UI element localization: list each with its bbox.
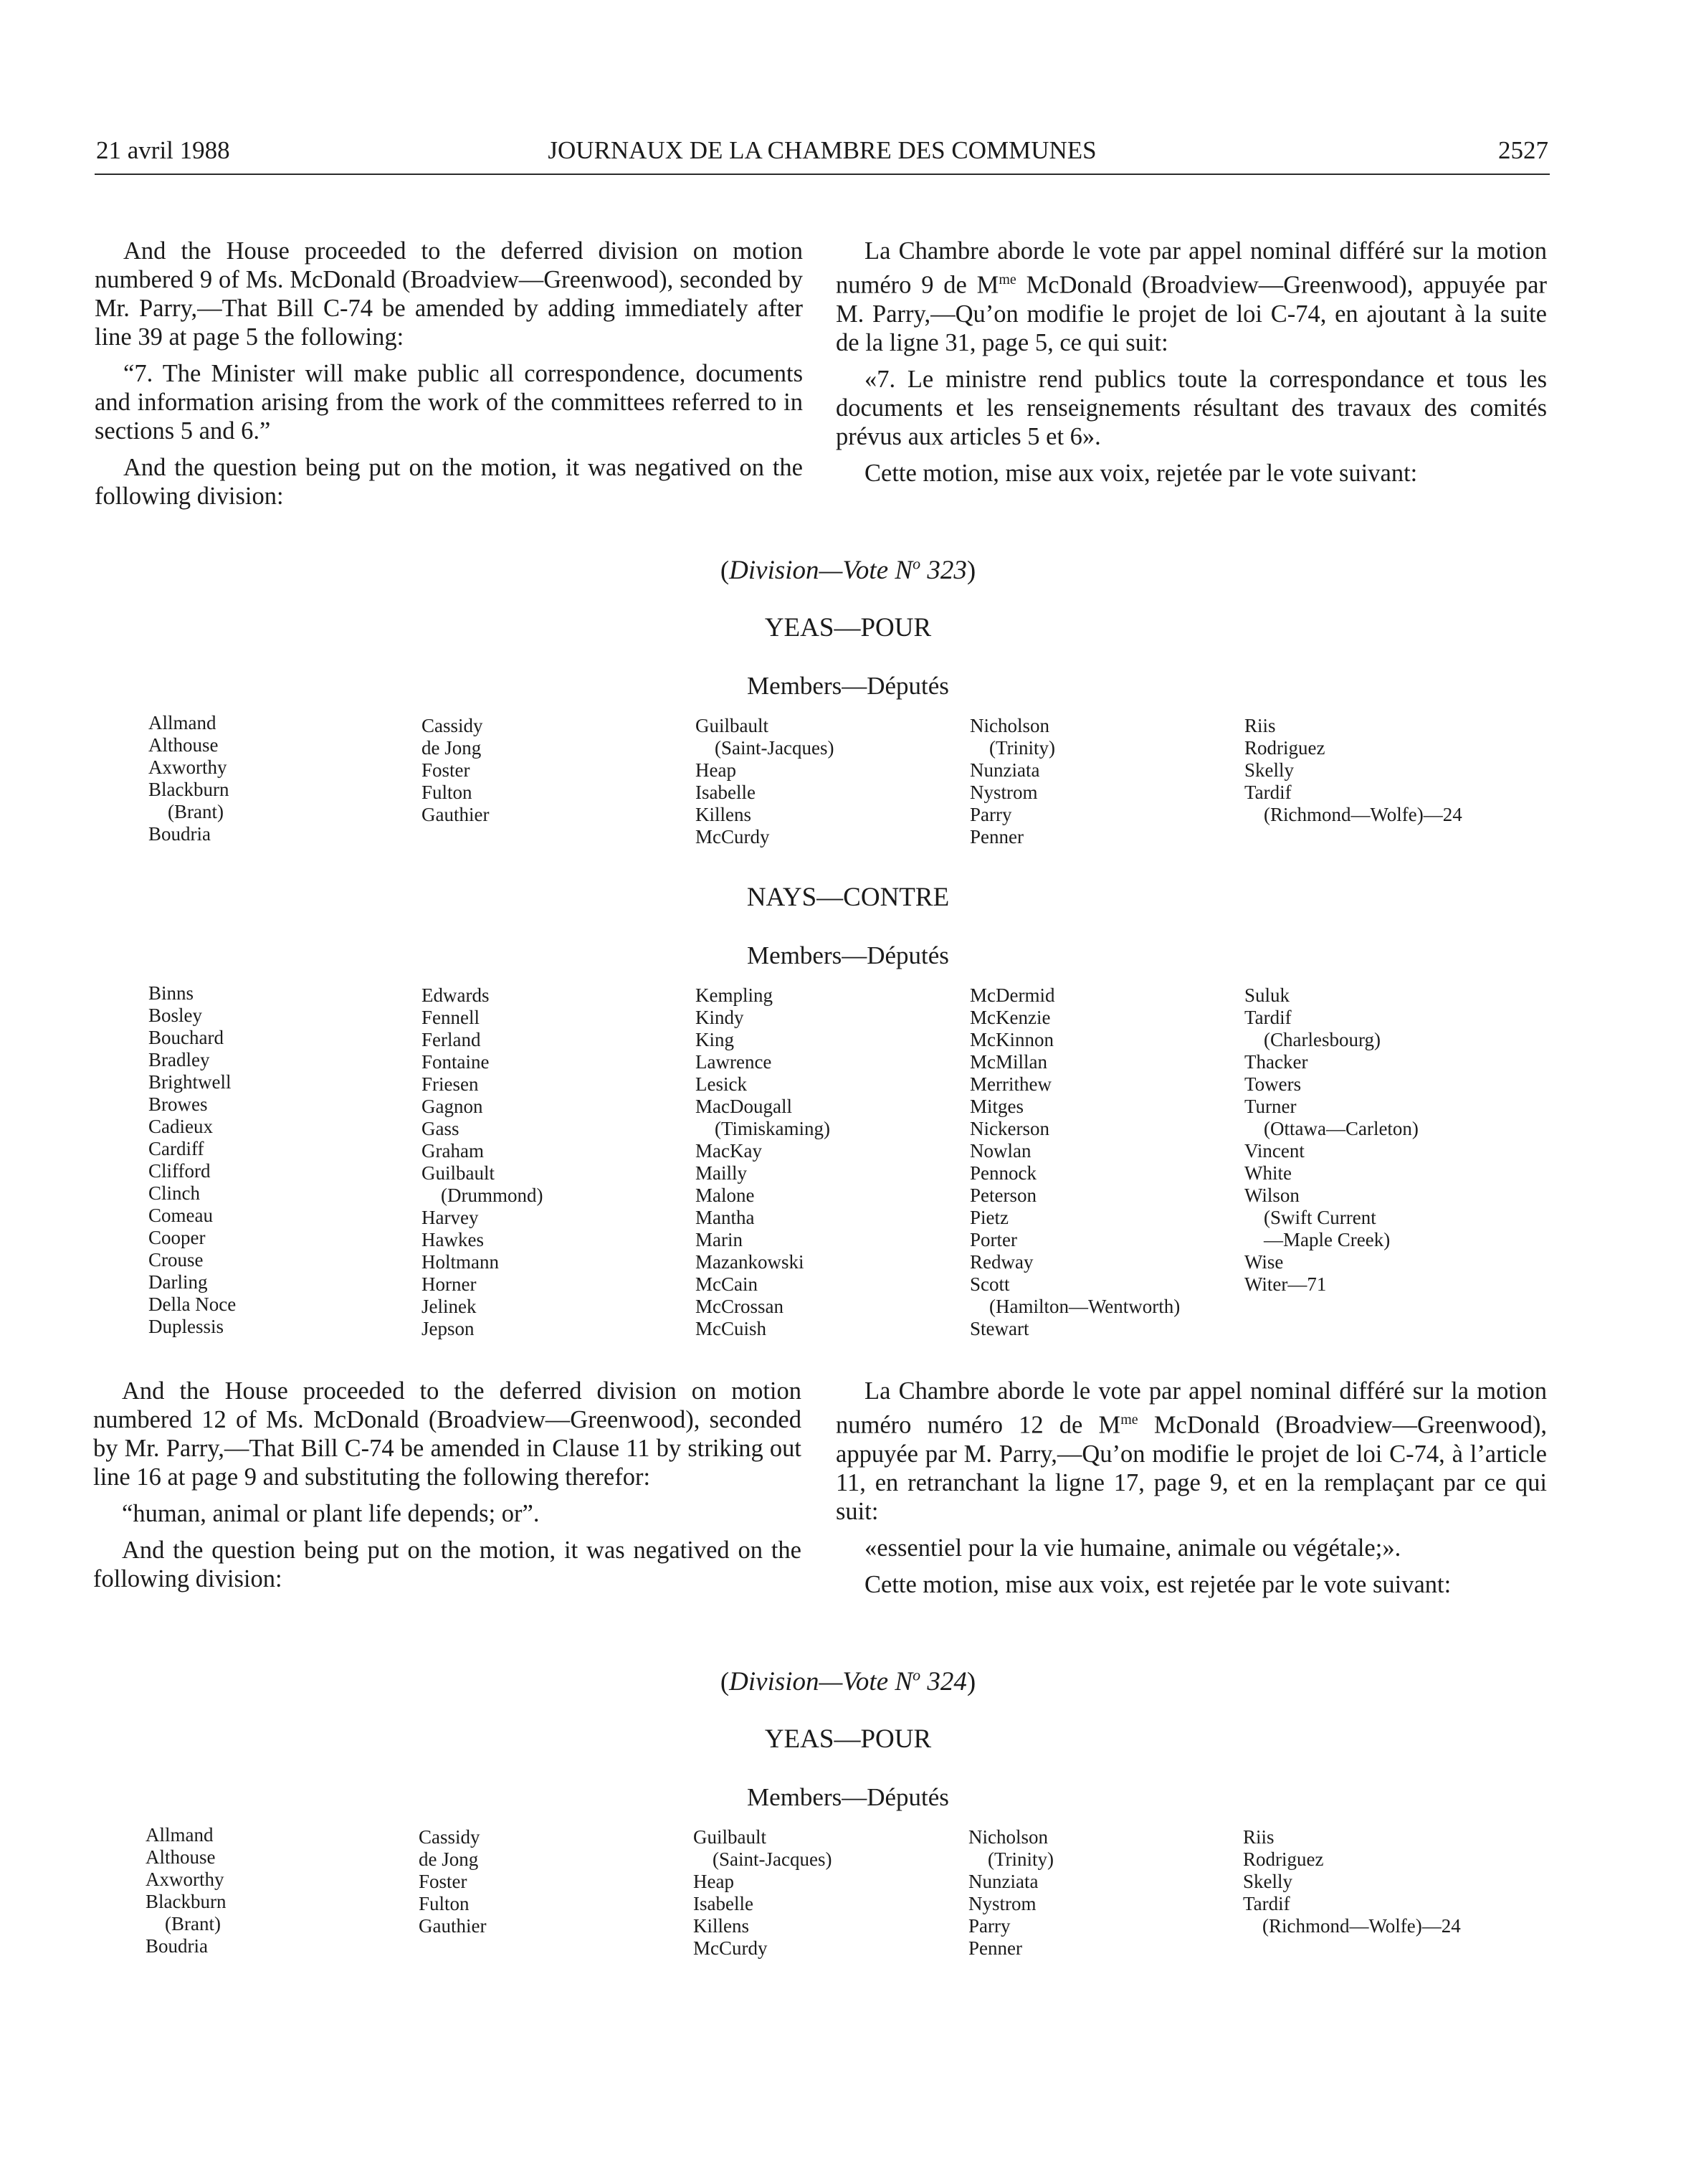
member-name: Lesick: [695, 1073, 747, 1095]
member-name: Guilbault: [421, 1162, 495, 1184]
member-name: Nowlan: [970, 1140, 1032, 1162]
member-name: Foster: [421, 759, 470, 781]
division2-yeas-heading: YEAS—POUR: [764, 1724, 932, 1754]
member-name: Cassidy: [419, 1826, 480, 1848]
member-name: McCrossan: [695, 1296, 783, 1317]
member-name: (Drummond): [421, 1184, 543, 1206]
division1-nays-col1: [148, 982, 236, 1338]
member-name: Ferland: [421, 1029, 481, 1050]
member-name: Parry: [970, 804, 1012, 825]
member-name: Wilson: [1244, 1184, 1300, 1206]
member-name: Malone: [695, 1184, 755, 1206]
division1-yeas-col4: [970, 715, 1055, 848]
member-name: (Trinity): [968, 1848, 1054, 1870]
member-name: Brightwell: [148, 1071, 232, 1093]
member-name: (Richmond—Wolfe)—24: [1243, 1915, 1461, 1937]
member-name: Tardif: [1244, 782, 1292, 803]
header-title: JOURNAUX DE LA CHAMBRE DES COMMUNES: [548, 136, 1097, 164]
motion2-en-quote: “human, animal or plant life depends; or”.: [122, 1500, 540, 1527]
motion2-en-result: And the question being put on the motion, it was negatived on the following division:: [93, 1537, 801, 1592]
running-header: [95, 136, 1550, 175]
member-name: (Saint-Jacques): [695, 737, 834, 759]
member-name: Witer—71: [1244, 1273, 1327, 1295]
member-name: Marin: [695, 1229, 743, 1250]
member-name: Nickerson: [970, 1118, 1049, 1139]
member-name: Mazankowski: [695, 1251, 804, 1273]
member-name: Porter: [970, 1229, 1017, 1250]
member-name: MacDougall: [695, 1096, 792, 1117]
page-number: 2527: [1498, 136, 1548, 164]
member-name: MacKay: [695, 1140, 762, 1162]
member-name: Gauthier: [419, 1915, 487, 1937]
member-name: Harvey: [421, 1207, 479, 1228]
member-name: Gauthier: [421, 804, 490, 825]
member-name: White: [1244, 1162, 1292, 1184]
member-name: Boudria: [148, 823, 211, 845]
member-name: Althouse: [146, 1846, 216, 1868]
motion2-fr-intro: La Chambre aborde le vote par appel nominal différé sur la motion numéro numéro 12 de $M^{me}$ McDonald (Broadview—Greenwood), appuyée par M. Parry,—Qu’on modifie le projet de loi C-74, à l’article 11, en retranchant la ligne 17, page 9, et en la remplaçant par ce qui suit:: [836, 1377, 1547, 1525]
member-name: Nicholson: [968, 1826, 1048, 1848]
member-name: Allmand: [148, 712, 216, 733]
member-name: (Charlesbourg): [1244, 1029, 1381, 1050]
member-name: Nystrom: [968, 1893, 1037, 1914]
motion1-english: [95, 237, 803, 511]
member-name: Riis: [1243, 1826, 1275, 1848]
member-name: Fontaine: [421, 1051, 490, 1073]
member-name: Killens: [693, 1915, 749, 1937]
member-name: Rodriguez: [1244, 737, 1325, 759]
member-name: Clifford: [148, 1160, 211, 1182]
member-name: (Timiskaming): [695, 1118, 831, 1139]
member-name: Horner: [421, 1273, 477, 1295]
division1-yeas-col1: [148, 712, 229, 845]
member-name: Cassidy: [421, 715, 483, 736]
motion2-french: [836, 1377, 1547, 1599]
member-name: McCurdy: [693, 1937, 768, 1959]
member-name: (Hamilton—Wentworth): [970, 1296, 1181, 1317]
member-name: Althouse: [148, 734, 219, 756]
member-name: McKenzie: [970, 1007, 1051, 1028]
member-name: Cooper: [148, 1227, 206, 1248]
member-name: Bosley: [148, 1005, 203, 1026]
member-name: Fulton: [419, 1893, 470, 1914]
member-name: Rodriguez: [1243, 1848, 1324, 1870]
motion1-en-quote: “7. The Minister will make public all correspondence, documents and information arising from the work of the committees referred to in sections 5 and 6.”: [95, 360, 803, 445]
member-name: Isabelle: [693, 1893, 753, 1914]
member-name: Mitges: [970, 1096, 1024, 1117]
division2-yeas-col3: [693, 1826, 832, 1960]
member-name: Gass: [421, 1118, 459, 1139]
member-name: McKinnon: [970, 1029, 1054, 1050]
division2-yeas-col5: [1243, 1826, 1461, 1937]
member-name: Mailly: [695, 1162, 747, 1184]
member-name: McCuish: [695, 1318, 767, 1339]
member-name: Graham: [421, 1140, 484, 1162]
member-name: Hawkes: [421, 1229, 484, 1250]
member-name: Blackburn: [148, 779, 229, 800]
member-name: Bradley: [148, 1049, 210, 1070]
member-name: Merrithew: [970, 1073, 1052, 1095]
member-name: Skelly: [1243, 1871, 1293, 1892]
member-name: Guilbault: [695, 715, 768, 736]
division2-title: (Division—Vote $N^o$ 324): [720, 1666, 976, 1697]
division1-nays-members: Members—Députés: [747, 941, 949, 969]
member-name: Fulton: [421, 782, 472, 803]
member-name: (Trinity): [970, 737, 1056, 759]
member-name: (Ottawa—Carleton): [1244, 1118, 1419, 1139]
member-name: Tardif: [1244, 1007, 1292, 1028]
member-name: Crouse: [148, 1249, 204, 1271]
member-name: Jelinek: [421, 1296, 477, 1317]
member-name: Nicholson: [970, 715, 1049, 736]
division1-nays-col3: [695, 984, 830, 1340]
member-name: Penner: [970, 826, 1024, 848]
division1-nays-col2: [421, 984, 543, 1340]
member-name: Duplessis: [148, 1316, 224, 1337]
division1-yeas-col2: [421, 715, 489, 826]
member-name: de Jong: [421, 737, 482, 759]
member-name: Gagnon: [421, 1096, 483, 1117]
member-name: Comeau: [148, 1205, 213, 1226]
member-name: Kempling: [695, 984, 773, 1006]
member-name: Towers: [1244, 1073, 1302, 1095]
member-name: (Swift Current: [1244, 1207, 1376, 1228]
member-name: Suluk: [1244, 984, 1290, 1006]
member-name: Holtmann: [421, 1251, 499, 1273]
member-name: Darling: [148, 1271, 208, 1293]
member-name: Thacker: [1244, 1051, 1308, 1073]
member-name: Cardiff: [148, 1138, 204, 1159]
member-name: Heap: [695, 759, 736, 781]
division1-yeas-members: Members—Députés: [747, 672, 949, 700]
member-name: Stewart: [970, 1318, 1029, 1339]
member-name: Penner: [968, 1937, 1022, 1959]
motion1-en-result: And the question being put on the motion, it was negatived on the following division:: [95, 454, 803, 510]
member-name: Wise: [1244, 1251, 1284, 1273]
member-name: Pennock: [970, 1162, 1037, 1184]
division2-yeas-col1: [146, 1824, 226, 1957]
member-name: Fennell: [421, 1007, 480, 1028]
member-name: Kindy: [695, 1007, 744, 1028]
member-name: Cadieux: [148, 1116, 213, 1137]
member-name: (Brant): [146, 1913, 221, 1934]
member-name: (Brant): [148, 801, 224, 822]
member-name: Tardif: [1243, 1893, 1290, 1914]
member-name: Binns: [148, 982, 194, 1004]
member-name: McCurdy: [695, 826, 770, 848]
member-name: Blackburn: [146, 1891, 227, 1912]
header-date: 21 avril 1988: [96, 136, 230, 164]
division1-yeas-col3: [695, 715, 834, 848]
member-name: Redway: [970, 1251, 1034, 1273]
motion2-en-intro: And the House proceeded to the deferred division on motion numbered 12 of Ms. McDonald (Broadview—Greenwood), seconded by Mr. Parry,—That Bill C-74 be amended in Clause 11 by striking out line 16 at page 9 and substituting the following therefor:: [93, 1377, 801, 1491]
division2-yeas-col4: [968, 1826, 1054, 1960]
member-name: Guilbault: [693, 1826, 766, 1848]
member-name: —Maple Creek): [1244, 1229, 1391, 1250]
motion1-en-intro: And the House proceeded to the deferred division on motion numbered 9 of Ms. McDonald (Broadview—Greenwood), seconded by Mr. Parry,—That Bill C-74 be amended by adding immediately after line 39 at page 5 the following:: [95, 237, 803, 351]
member-name: Friesen: [421, 1073, 479, 1095]
member-name: Browes: [148, 1093, 208, 1115]
motion1-fr-result: Cette motion, mise aux voix, rejetée par le vote suivant:: [864, 459, 1418, 487]
member-name: Nystrom: [970, 782, 1038, 803]
motion2-fr-result: Cette motion, mise aux voix, est rejetée par le vote suivant:: [864, 1570, 1452, 1598]
member-name: Clinch: [148, 1182, 200, 1204]
division1-yeas-heading: YEAS—POUR: [764, 613, 932, 642]
member-name: McMillan: [970, 1051, 1047, 1073]
member-name: Scott: [970, 1273, 1010, 1295]
member-name: King: [695, 1029, 734, 1050]
member-name: Foster: [419, 1871, 467, 1892]
motion1-french: [836, 237, 1547, 488]
member-name: Skelly: [1244, 759, 1295, 781]
member-name: Heap: [693, 1871, 734, 1892]
member-name: Allmand: [146, 1824, 214, 1846]
member-name: Peterson: [970, 1184, 1037, 1206]
motion2-english: [93, 1377, 801, 1593]
member-name: Nunziata: [968, 1871, 1039, 1892]
member-name: Edwards: [421, 984, 490, 1006]
member-name: Boudria: [146, 1935, 208, 1957]
division2-yeas-col2: [419, 1826, 486, 1937]
division1-nays-col4: [970, 984, 1180, 1340]
member-name: Vincent: [1244, 1140, 1305, 1162]
member-name: Axworthy: [146, 1869, 224, 1890]
member-name: de Jong: [419, 1848, 479, 1870]
member-name: Riis: [1244, 715, 1276, 736]
member-name: Parry: [968, 1915, 1011, 1937]
motion1-fr-intro: La Chambre aborde le vote par appel nominal différé sur la motion numéro 9 de $M^{me}$ McDonald (Broadview—Greenwood), appuyée par M. Parry,—Qu’on modifie le projet de loi C-74, en ajoutant à la suite de la ligne 31, page 5, ce qui suit:: [836, 237, 1547, 356]
member-name: Isabelle: [695, 782, 756, 803]
member-name: Nunziata: [970, 759, 1040, 781]
member-name: (Richmond—Wolfe)—24: [1244, 804, 1462, 825]
member-name: Bouchard: [148, 1027, 224, 1048]
member-name: (Saint-Jacques): [693, 1848, 832, 1870]
division1-nays-heading: NAYS—CONTRE: [746, 883, 950, 912]
member-name: Killens: [695, 804, 751, 825]
member-name: McDermid: [970, 984, 1055, 1006]
division1-yeas-col5: [1244, 715, 1462, 826]
division1-title: (Division—Vote $N^o$ 323): [720, 555, 976, 586]
member-name: Della Noce: [148, 1293, 237, 1315]
member-name: Pietz: [970, 1207, 1009, 1228]
member-name: Turner: [1244, 1096, 1297, 1117]
member-name: Axworthy: [148, 756, 227, 778]
member-name: McCain: [695, 1273, 758, 1295]
division1-nays-col5: [1244, 984, 1419, 1296]
motion1-fr-quote: «7. Le ministre rend publics toute la correspondance et tous les documents et les renseignements résultant des travaux des comités prévus aux articles 5 et 6».: [836, 365, 1547, 450]
member-name: Mantha: [695, 1207, 755, 1228]
member-name: Lawrence: [695, 1051, 772, 1073]
member-name: Jepson: [421, 1318, 475, 1339]
motion2-fr-quote: «essentiel pour la vie humaine, animale ou végétale;».: [864, 1534, 1401, 1562]
division2-yeas-members: Members—Députés: [747, 1783, 949, 1811]
